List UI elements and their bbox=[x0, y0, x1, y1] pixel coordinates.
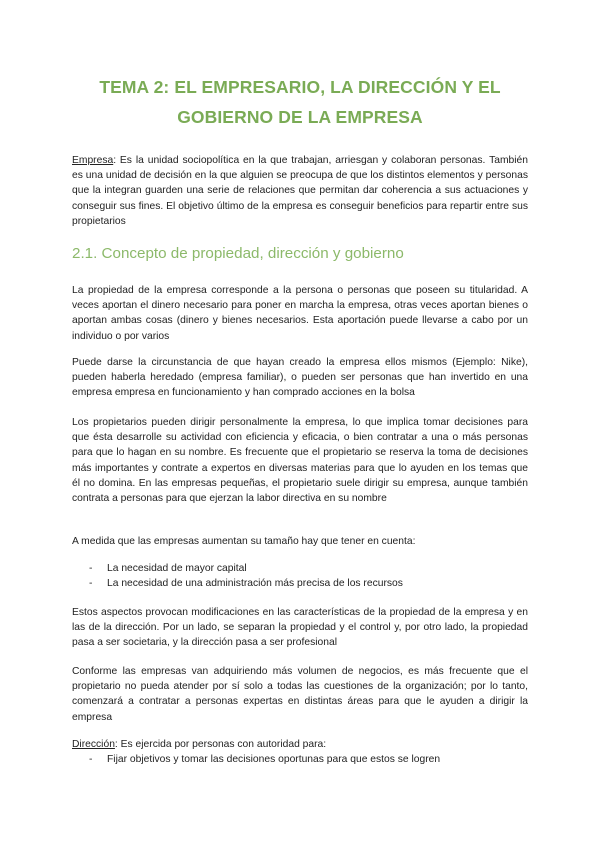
list-item-text: La necesidad de una administración más precisa de los recursos bbox=[107, 578, 403, 590]
document-title bbox=[72, 72, 528, 132]
direccion-paragraph bbox=[72, 737, 528, 752]
needs-list bbox=[72, 561, 528, 591]
list-item bbox=[72, 752, 528, 767]
list-item bbox=[72, 561, 528, 576]
section-heading: 2.1. Concepto de propiedad, dirección y gobierno bbox=[72, 245, 404, 262]
dash-bullet: - bbox=[89, 563, 93, 574]
dash-bullet: - bbox=[89, 578, 93, 590]
direccion-definition: : Es ejercida por personas con autoridad para: bbox=[114, 739, 327, 750]
list-item-text: Fijar objetivos y tomar las decisiones oportunas para que estos se logren bbox=[107, 754, 441, 765]
list-item bbox=[72, 576, 528, 591]
empresa-term: Empresa bbox=[72, 155, 114, 166]
title-line-2: GOBIERNO DE LA EMPRESA bbox=[177, 107, 423, 127]
direccion-list bbox=[72, 752, 528, 767]
dash-bullet: - bbox=[89, 754, 93, 765]
paragraph-conforme: Conforme las empresas van adquiriendo más volumen de negocios, es más frecuente que el propietario no pueda atender por sí solo a todas las cuestiones de la organización; por lo tanto, comenzará a contratar a personas expertas en distintas áreas para que le ayuden a dirigir la empresa bbox=[72, 666, 528, 723]
paragraph-medida: A medida que las empresas aumentan su tamaño hay que tener en cuenta: bbox=[72, 536, 416, 547]
paragraph-propiedad: La propiedad de la empresa corresponde a la persona o personas que poseen su titularidad. A veces aportan el dinero necesario para poner en marcha la empresa, otras veces aportan bienes o aportan ambas cosas (dinero y bienes necesarios. Esta aportación puede llevarse a cabo por un individuo o por varios bbox=[72, 285, 528, 342]
paragraph-aspectos: Estos aspectos provocan modificaciones en las características de la propiedad de la empresa y en las de la dirección. Por un lado, se separan la propiedad y el control y, por otro lado, la propiedad pasa a ser societaria, y la dirección pasa a ser profesional bbox=[72, 607, 528, 649]
paragraph-propietarios: Los propietarios pueden dirigir personalmente la empresa, lo que implica tomar decisiones para que ésta desarrolle su actividad con eficiencia y eficacia, o bien contratar a una o más personas para que lo hagan en su nombre. Es frecuente que el propietario se reserva la toma de decisiones más importantes y contrate a expertos en diversas materias para que lo ayuden en los temas que él no domina. En las empresas pequeñas, el propietario suele dirigir su empresa, aunque también contrata a personas para que ejerzan la labor directiva en su nombre bbox=[72, 417, 528, 505]
intro-paragraph bbox=[72, 153, 528, 229]
title-line-1: TEMA 2: EL EMPRESARIO, LA DIRECCIÓN Y EL bbox=[99, 77, 501, 97]
direccion-term: Dirección bbox=[72, 739, 115, 750]
paragraph-circunstancia: Puede darse la circunstancia de que hayan creado la empresa ellos mismos (Ejemplo: Nike), pueden haberla heredado (empresa familiar), o pueden ser personas que han invertido en una empresa empresa en funcionamiento y han comprado acciones en la bolsa bbox=[72, 357, 528, 399]
list-item-text: La necesidad de mayor capital bbox=[107, 563, 247, 574]
empresa-definition: : Es la unidad sociopolítica en la que trabajan, arriesgan y colaboran personas. También es una unidad de decisión en la que alguien se preocupa de que los distintos elementos y personas que la integran guarden una serie de relaciones que permitan dar coherencia a sus actuaciones y conseguir sus fines. El objetivo último de la empresa es conseguir beneficios para repartir entre sus propietarios bbox=[72, 155, 528, 227]
